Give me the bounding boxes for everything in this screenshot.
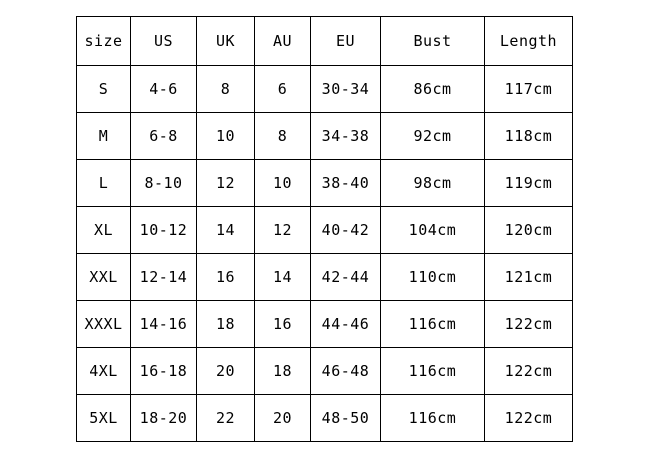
cell-length: 122cm [485, 348, 573, 395]
cell-us: 18-20 [131, 395, 197, 442]
cell-bust: 116cm [381, 395, 485, 442]
cell-size: M [77, 113, 131, 160]
cell-size: XXL [77, 254, 131, 301]
cell-bust: 116cm [381, 348, 485, 395]
size-chart-container [76, 16, 572, 454]
table-row [77, 254, 573, 301]
cell-size: XL [77, 207, 131, 254]
cell-length: 118cm [485, 113, 573, 160]
cell-length: 120cm [485, 207, 573, 254]
cell-size: XXXL [77, 301, 131, 348]
cell-au: 20 [255, 395, 311, 442]
cell-uk: 22 [197, 395, 255, 442]
cell-au: 18 [255, 348, 311, 395]
table-row [77, 348, 573, 395]
cell-bust: 104cm [381, 207, 485, 254]
cell-length: 119cm [485, 160, 573, 207]
column-header-uk: UK [197, 17, 255, 66]
cell-size: S [77, 66, 131, 113]
column-header-us: US [131, 17, 197, 66]
cell-eu: 38-40 [311, 160, 381, 207]
cell-eu: 46-48 [311, 348, 381, 395]
cell-au: 6 [255, 66, 311, 113]
cell-length: 117cm [485, 66, 573, 113]
cell-length: 122cm [485, 395, 573, 442]
cell-bust: 86cm [381, 66, 485, 113]
cell-uk: 12 [197, 160, 255, 207]
cell-us: 14-16 [131, 301, 197, 348]
table-row [77, 113, 573, 160]
cell-uk: 16 [197, 254, 255, 301]
cell-us: 12-14 [131, 254, 197, 301]
cell-size: 4XL [77, 348, 131, 395]
cell-us: 16-18 [131, 348, 197, 395]
size-chart-table [76, 16, 573, 442]
column-header-eu: EU [311, 17, 381, 66]
cell-bust: 92cm [381, 113, 485, 160]
cell-uk: 8 [197, 66, 255, 113]
cell-us: 10-12 [131, 207, 197, 254]
column-header-size: size [77, 17, 131, 66]
cell-bust: 116cm [381, 301, 485, 348]
cell-us: 4-6 [131, 66, 197, 113]
table-row [77, 66, 573, 113]
cell-au: 12 [255, 207, 311, 254]
table-row [77, 160, 573, 207]
table-row [77, 301, 573, 348]
cell-au: 10 [255, 160, 311, 207]
cell-au: 14 [255, 254, 311, 301]
cell-bust: 98cm [381, 160, 485, 207]
table-row [77, 395, 573, 442]
cell-length: 121cm [485, 254, 573, 301]
column-header-au: AU [255, 17, 311, 66]
cell-bust: 110cm [381, 254, 485, 301]
cell-uk: 14 [197, 207, 255, 254]
table-header-row [77, 17, 573, 66]
cell-eu: 48-50 [311, 395, 381, 442]
cell-eu: 44-46 [311, 301, 381, 348]
cell-au: 16 [255, 301, 311, 348]
cell-uk: 10 [197, 113, 255, 160]
cell-eu: 30-34 [311, 66, 381, 113]
cell-eu: 42-44 [311, 254, 381, 301]
cell-size: L [77, 160, 131, 207]
cell-eu: 40-42 [311, 207, 381, 254]
size-chart-body [77, 17, 573, 442]
cell-us: 8-10 [131, 160, 197, 207]
cell-length: 122cm [485, 301, 573, 348]
cell-uk: 20 [197, 348, 255, 395]
cell-eu: 34-38 [311, 113, 381, 160]
cell-uk: 18 [197, 301, 255, 348]
cell-au: 8 [255, 113, 311, 160]
table-row [77, 207, 573, 254]
cell-us: 6-8 [131, 113, 197, 160]
cell-size: 5XL [77, 395, 131, 442]
column-header-bust: Bust [381, 17, 485, 66]
column-header-length: Length [485, 17, 573, 66]
